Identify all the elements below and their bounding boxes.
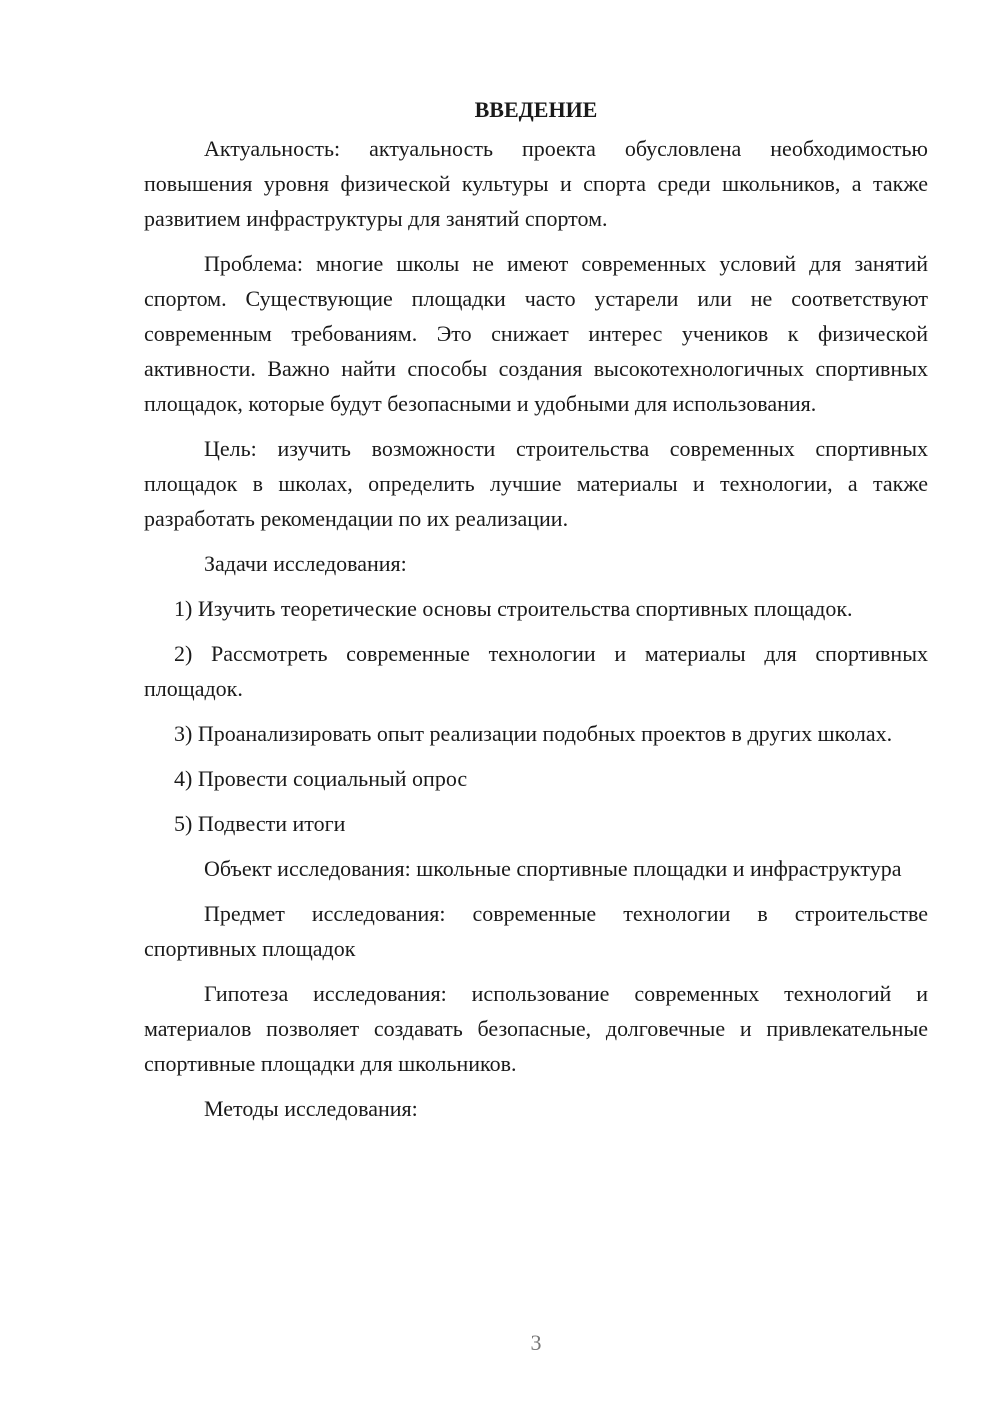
- paragraph-tasks-title: Задачи исследования:: [204, 551, 407, 576]
- paragraph-problem: Проблема: многие школы не имеют современных условий для занятий спортом. Существующие площадки часто устарели или не соответствуют современным требованиям. Это снижает интерес учеников к физической активности. Важно найти способы создания высокотехнологичных спортивных площадок, которые будут безопасными и удобными для использования.: [144, 251, 928, 416]
- task-item-1: 1) Изучить теоретические основы строительства спортивных площадок.: [174, 596, 853, 621]
- paragraph-methods-title: Методы исследования:: [204, 1096, 418, 1121]
- paragraph-subject: Предмет исследования: современные технологии в строительстве спортивных площадок: [144, 901, 928, 961]
- paragraph-object: Объект исследования: школьные спортивные площадки и инфраструктура: [204, 856, 902, 881]
- task-item-3: 3) Проанализировать опыт реализации подобных проектов в других школах.: [174, 721, 893, 746]
- paragraph-relevance: Актуальность: актуальность проекта обусловлена необходимостью повышения уровня физической культуры и спорта среди школьников, а также развитием инфраструктуры для занятий спортом.: [144, 136, 928, 231]
- paragraph-hypothesis: Гипотеза исследования: использование современных технологий и материалов позволяет создавать безопасные, долговечные и привлекательные спортивные площадки для школьников.: [144, 981, 928, 1076]
- page-title: ВВЕДЕНИЕ: [474, 97, 598, 122]
- document-page: [144, 92, 928, 1136]
- paragraph-goal: Цель: изучить возможности строительства современных спортивных площадок в школах, определить лучшие материалы и технологии, а также разработать рекомендации по их реализации.: [144, 436, 928, 531]
- task-item-5: 5) Подвести итоги: [174, 811, 346, 836]
- task-item-4: 4) Провести социальный опрос: [174, 766, 468, 791]
- task-item-2: 2) Рассмотреть современные технологии и материалы для спортивных площадок.: [144, 641, 928, 701]
- page-number: 3: [530, 1330, 542, 1355]
